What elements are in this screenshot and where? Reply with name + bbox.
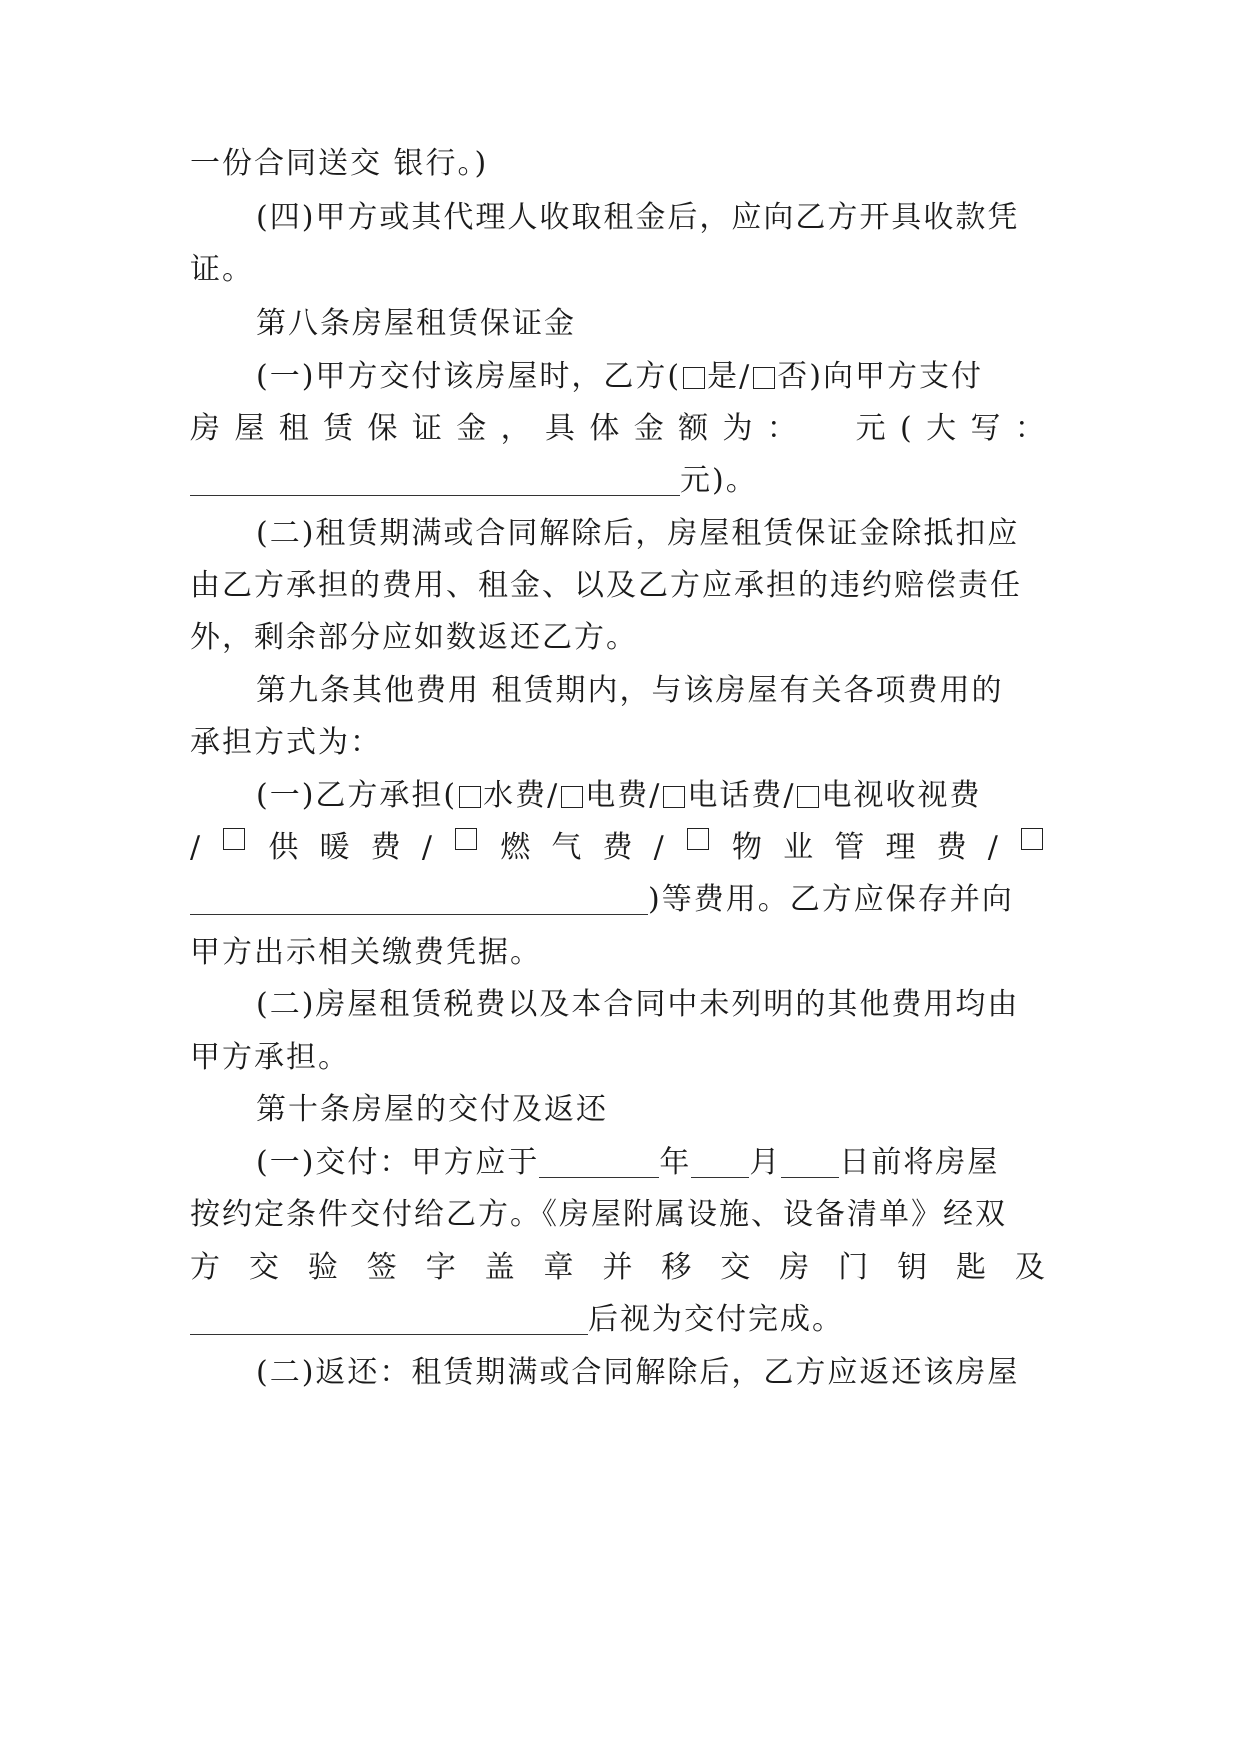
text-line-22 <box>190 1248 1045 1288</box>
text-line-1: 一份合同送交 银行。) <box>190 146 489 181</box>
char: 章 <box>543 1250 574 1285</box>
char: 移 <box>661 1250 692 1285</box>
section-heading-9: 第九条其他费用 租赁期内，与该房屋有关各项费用的 <box>256 673 1004 708</box>
year-blank[interactable] <box>539 1147 659 1178</box>
text-line-14 <box>190 828 1045 868</box>
month-blank[interactable] <box>691 1147 749 1178</box>
text-segment: (一)甲方交付该房屋时，乙方( <box>256 359 682 394</box>
char: 元 <box>855 411 886 446</box>
text-line-18: 甲方承担。 <box>190 1040 350 1075</box>
checkbox-other[interactable] <box>1021 828 1043 850</box>
text-segment: (一)交付：甲方应于 <box>256 1145 540 1180</box>
char: / <box>987 830 998 865</box>
checkbox-property-management[interactable] <box>687 828 709 850</box>
char: 费 <box>936 830 967 865</box>
checkbox-heating[interactable] <box>223 828 245 850</box>
char: 匙 <box>955 1250 986 1285</box>
text-line-24: (二)返还：租赁期满或合同解除后，乙方应返还该房屋 <box>256 1355 1020 1390</box>
text-segment: 否)向甲方支付 <box>777 359 983 394</box>
text-segment: 元)。 <box>680 463 758 498</box>
char: 并 <box>602 1250 633 1285</box>
text-line-10: 外，剩余部分应如数返还乙方。 <box>190 620 638 655</box>
text-segment: 日前将房屋 <box>839 1145 1000 1180</box>
text-line-15 <box>190 880 1045 920</box>
text-line-21: 按约定条件交付给乙方。《房屋附属设施、设备清单》经双 <box>190 1197 1007 1232</box>
checkbox-gas[interactable] <box>455 828 477 850</box>
amount-blank[interactable] <box>811 409 841 449</box>
text-segment: 是/ <box>707 359 752 394</box>
char: 方 <box>190 1250 220 1285</box>
char: 管 <box>834 830 865 865</box>
text-line-16: 甲方出示相关缴费凭据。 <box>190 935 542 970</box>
text-segment: 电视收视费 <box>821 778 982 813</box>
day-blank[interactable] <box>781 1147 839 1178</box>
other-fees-blank[interactable] <box>190 884 648 915</box>
char: 费 <box>370 830 401 865</box>
char: ： <box>766 411 797 446</box>
text-segment: )等费用。乙方应保存并向 <box>648 882 1014 917</box>
text-line-20 <box>256 1143 1045 1183</box>
text-line-9: 由乙方承担的费用、租金、以及乙方应承担的违约赔偿责任 <box>190 568 1022 603</box>
checkbox-phone[interactable] <box>663 786 685 808</box>
section-heading-8: 第八条房屋租赁保证金 <box>256 306 576 341</box>
char: 写 <box>970 411 1001 446</box>
text-segment: 年 <box>659 1145 692 1180</box>
char: 房 <box>190 411 220 446</box>
char: 燃 <box>500 830 531 865</box>
char: 租 <box>278 411 309 446</box>
char: 金 <box>633 411 664 446</box>
char: / <box>653 830 664 865</box>
char: 钥 <box>897 1250 928 1285</box>
text-line-17: (二)房屋租赁税费以及本合同中未列明的其他费用均由 <box>256 987 1020 1022</box>
char: 屋 <box>234 411 265 446</box>
char: 交 <box>248 1250 279 1285</box>
char: ， <box>500 411 531 446</box>
char: 交 <box>720 1250 751 1285</box>
char: 暖 <box>319 830 350 865</box>
text-line-7 <box>190 461 1045 501</box>
char: 体 <box>589 411 620 446</box>
text-line-6 <box>190 409 1045 449</box>
char: / <box>421 830 432 865</box>
char: 盖 <box>484 1250 515 1285</box>
char: 赁 <box>323 411 354 446</box>
char: / <box>190 830 201 865</box>
checkbox-electricity[interactable] <box>561 786 583 808</box>
checkbox-tv[interactable] <box>797 786 819 808</box>
char: 物 <box>732 830 763 865</box>
char: 门 <box>838 1250 869 1285</box>
handover-items-blank[interactable] <box>190 1304 588 1335</box>
char: 额 <box>678 411 709 446</box>
section-heading-10: 第十条房屋的交付及返还 <box>256 1092 608 1127</box>
char: 金 <box>456 411 487 446</box>
char: 理 <box>885 830 916 865</box>
char: 字 <box>425 1250 456 1285</box>
char: 保 <box>367 411 398 446</box>
char: 具 <box>545 411 575 446</box>
amount-in-words-blank[interactable] <box>190 465 680 496</box>
char: 签 <box>366 1250 397 1285</box>
text-segment: 后视为交付完成。 <box>588 1302 844 1337</box>
text-segment: 电话费/ <box>687 778 796 813</box>
char: 验 <box>307 1250 338 1285</box>
text-line-23 <box>190 1300 1045 1340</box>
char: ： <box>1014 411 1045 446</box>
text-line-5 <box>256 357 1045 397</box>
text-segment: 月 <box>749 1145 782 1180</box>
char: 为 <box>722 411 753 446</box>
text-line-8: (二)租赁期满或合同解除后，房屋租赁保证金除抵扣应 <box>256 516 1020 551</box>
char: 业 <box>783 830 814 865</box>
char: 大 <box>926 411 957 446</box>
checkbox-water[interactable] <box>459 786 481 808</box>
text-segment: 电费/ <box>585 778 662 813</box>
char: 证 <box>411 411 442 446</box>
text-line-3: 证。 <box>190 252 254 287</box>
text-line-12: 承担方式为： <box>190 725 382 760</box>
text-line-2: (四)甲方或其代理人收取租金后，应向乙方开具收款凭 <box>256 200 1020 235</box>
checkbox-yes[interactable] <box>683 367 705 389</box>
text-line-13 <box>256 776 1045 816</box>
char: 房 <box>779 1250 810 1285</box>
text-segment: 水费/ <box>483 778 560 813</box>
char: 及 <box>1014 1250 1045 1285</box>
text-segment: (一)乙方承担( <box>256 778 458 813</box>
checkbox-no[interactable] <box>753 367 775 389</box>
char: ( <box>900 411 912 446</box>
char: 费 <box>602 830 633 865</box>
char: 气 <box>551 830 582 865</box>
char: 供 <box>268 830 299 865</box>
